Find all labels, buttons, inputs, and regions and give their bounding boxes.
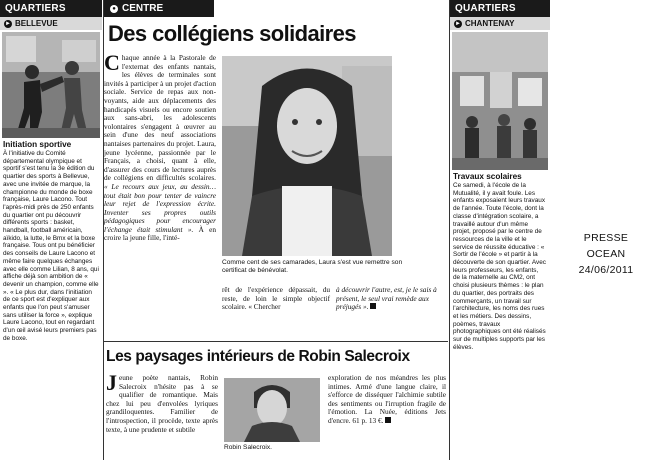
source-date: 24/06/2011 xyxy=(578,264,634,276)
boxing-photo-image xyxy=(2,32,100,138)
article-divider xyxy=(104,341,448,342)
source-stamp xyxy=(566,230,646,278)
right-column xyxy=(450,0,550,460)
right-body: Ce samedi, à l'école de la Mutualité, il y avait foule. Les enfants exposaient leurs travaux de l'année. Toute l'école, dont la classe d'intégration scolaire, a travaillé autour d'un même projet, proposé par le centre de ressources de la ville et le service de réussite éducative : « Sortir de l'école » et partir à la découverte de son quartier. Avec leurs professeurs, les enfants, de la maternelle au CM2, ont choisi plusieurs thèmes : le plan du quartier, des portraits des commerçants, un travail sur l'architecture, les noms des rues et les métiers. Des dessins, poèmes, travaux photographiques ont été réalisés sur de multiples supports par les élèves. xyxy=(453,182,546,351)
robin-photo xyxy=(224,378,320,442)
right-headline: Travaux scolaires xyxy=(453,172,522,181)
second-article-body xyxy=(106,370,218,434)
laura-photo-caption: Comme cent de ses camarades, Laura s'est vue remettre son certificat de bénévolat. xyxy=(222,259,403,274)
left-body: À l'initiative du Comité départemental olympique et sportif s'est tenu la 3e édition du quartier des sports à Bellevue, avec une invitée de marque, la championne du monde de boxe française, Laure Lacono. Tout l'après-midi près de 250 enfants du quartier ont pu découvrir différents sports : basket, handball, football américain, aïkido, la lutte, le Bmx et la boxe française. Tous ont pu bénéficier des conseils de Laure Lacono et même faire quelques échanges avec elle comme Lilian, 8 ans, qui affiche déjà son ambition de « devenir un champion, comme elle ». « Le plus dur, dans l'initiation de ce sport est d'expliquer aux enfants que l'on peut s'amuser sans utiliser la force », explique Laure Lacono, tout en regardant d'un œil avisé leurs premiers pas de boxe. xyxy=(3,150,99,342)
arrow-right-icon: ► xyxy=(455,20,461,27)
district-banner-chantenay xyxy=(450,17,550,30)
main-body-b: À en croire la jeune fille, l'inté- xyxy=(104,224,216,243)
robin-photo-image xyxy=(224,378,320,442)
end-mark-icon xyxy=(370,303,376,309)
main-continuation: rêt de l'expérience dépassait, du reste, de loin le simple objectif scolaire. « Chercher xyxy=(222,285,330,312)
circle-arrow-icon: ● xyxy=(110,5,118,13)
source-name: PRESSE OCEAN xyxy=(583,232,629,260)
school-photo xyxy=(452,32,548,170)
district-banner-bellevue xyxy=(0,17,102,30)
left-headline: Initiation sportive xyxy=(3,140,72,149)
district-label: BELLEVUE xyxy=(15,19,58,28)
arrow-right-icon: ► xyxy=(5,20,11,27)
left-column xyxy=(0,0,102,460)
district-label: CHANTENAY xyxy=(465,19,515,28)
dropcap: C xyxy=(104,50,120,75)
section-banner-quartiers-right: QUARTIERS xyxy=(450,0,550,17)
second-continuation-text: exploration de nos méandres les plus intimes. Armé d'une langue claire, il s'efforce de disséquer l'alchimie subtile des sentiments ou l'irruption fragile de l'émotion. La Nuée, éditions Jets d'encre. 61 p. 13 €. xyxy=(328,373,446,425)
section-label: CENTRE xyxy=(122,3,164,14)
main-quote-end xyxy=(336,286,446,312)
main-quote-end-text: à découvrir l'autre, est, je le sais à présent, le seul vrai remède aux préjugés ». xyxy=(336,285,437,312)
section-banner-quartiers-left: QUARTIERS xyxy=(0,0,102,17)
main-body-text: haque année à la Pastorale de l'externat des enfants nantais, les élèves de terminales sont invités à participer à un projet d'action sociale. Service de repas aux non-voyants, aide aux déplacements des handicapés visuels ou encore soutien aux sans-abri, les adolescents volontaires s'engagent à œuvrer au sein d'une des neuf associations nantaises partenaires du projet. Laura, jeune lycéenne, passionnée par le Français, a choisi, quant à elle, d'assurer des cours de lectures auprès de collégiens en difficultés scolaires. xyxy=(104,53,216,183)
school-photo-image xyxy=(452,32,548,170)
second-body-text: eune poète nantais, Robin Salecroix n'hésite pas à se qualifier de romantique. Mais chez lui peu d'envolées lyriques grandiloquentes. Familier de l'introspection, il procède, texte après texte, à une prudente et subtile xyxy=(106,373,218,434)
main-quote: « Le recours aux jeux, au dessin… tout était bon pour tenter de vaincre leur rejet de l'expression écrite. Inventer ses propres outils pédagogiques pour encourager l'échange était stimulant ». xyxy=(104,181,216,234)
end-mark-icon xyxy=(385,417,391,423)
laura-photo-image xyxy=(222,56,392,256)
section-banner-centre xyxy=(104,0,214,17)
second-continuation xyxy=(328,374,446,426)
robin-photo-caption: Robin Salecroix. xyxy=(224,444,273,451)
main-headline: Des collégiens solidaires xyxy=(108,21,356,46)
main-article-body xyxy=(104,50,216,243)
second-dropcap: J xyxy=(106,370,117,395)
second-headline: Les paysages intérieurs de Robin Salecroix xyxy=(106,348,410,365)
boxing-photo xyxy=(2,32,100,138)
laura-photo xyxy=(222,56,392,256)
